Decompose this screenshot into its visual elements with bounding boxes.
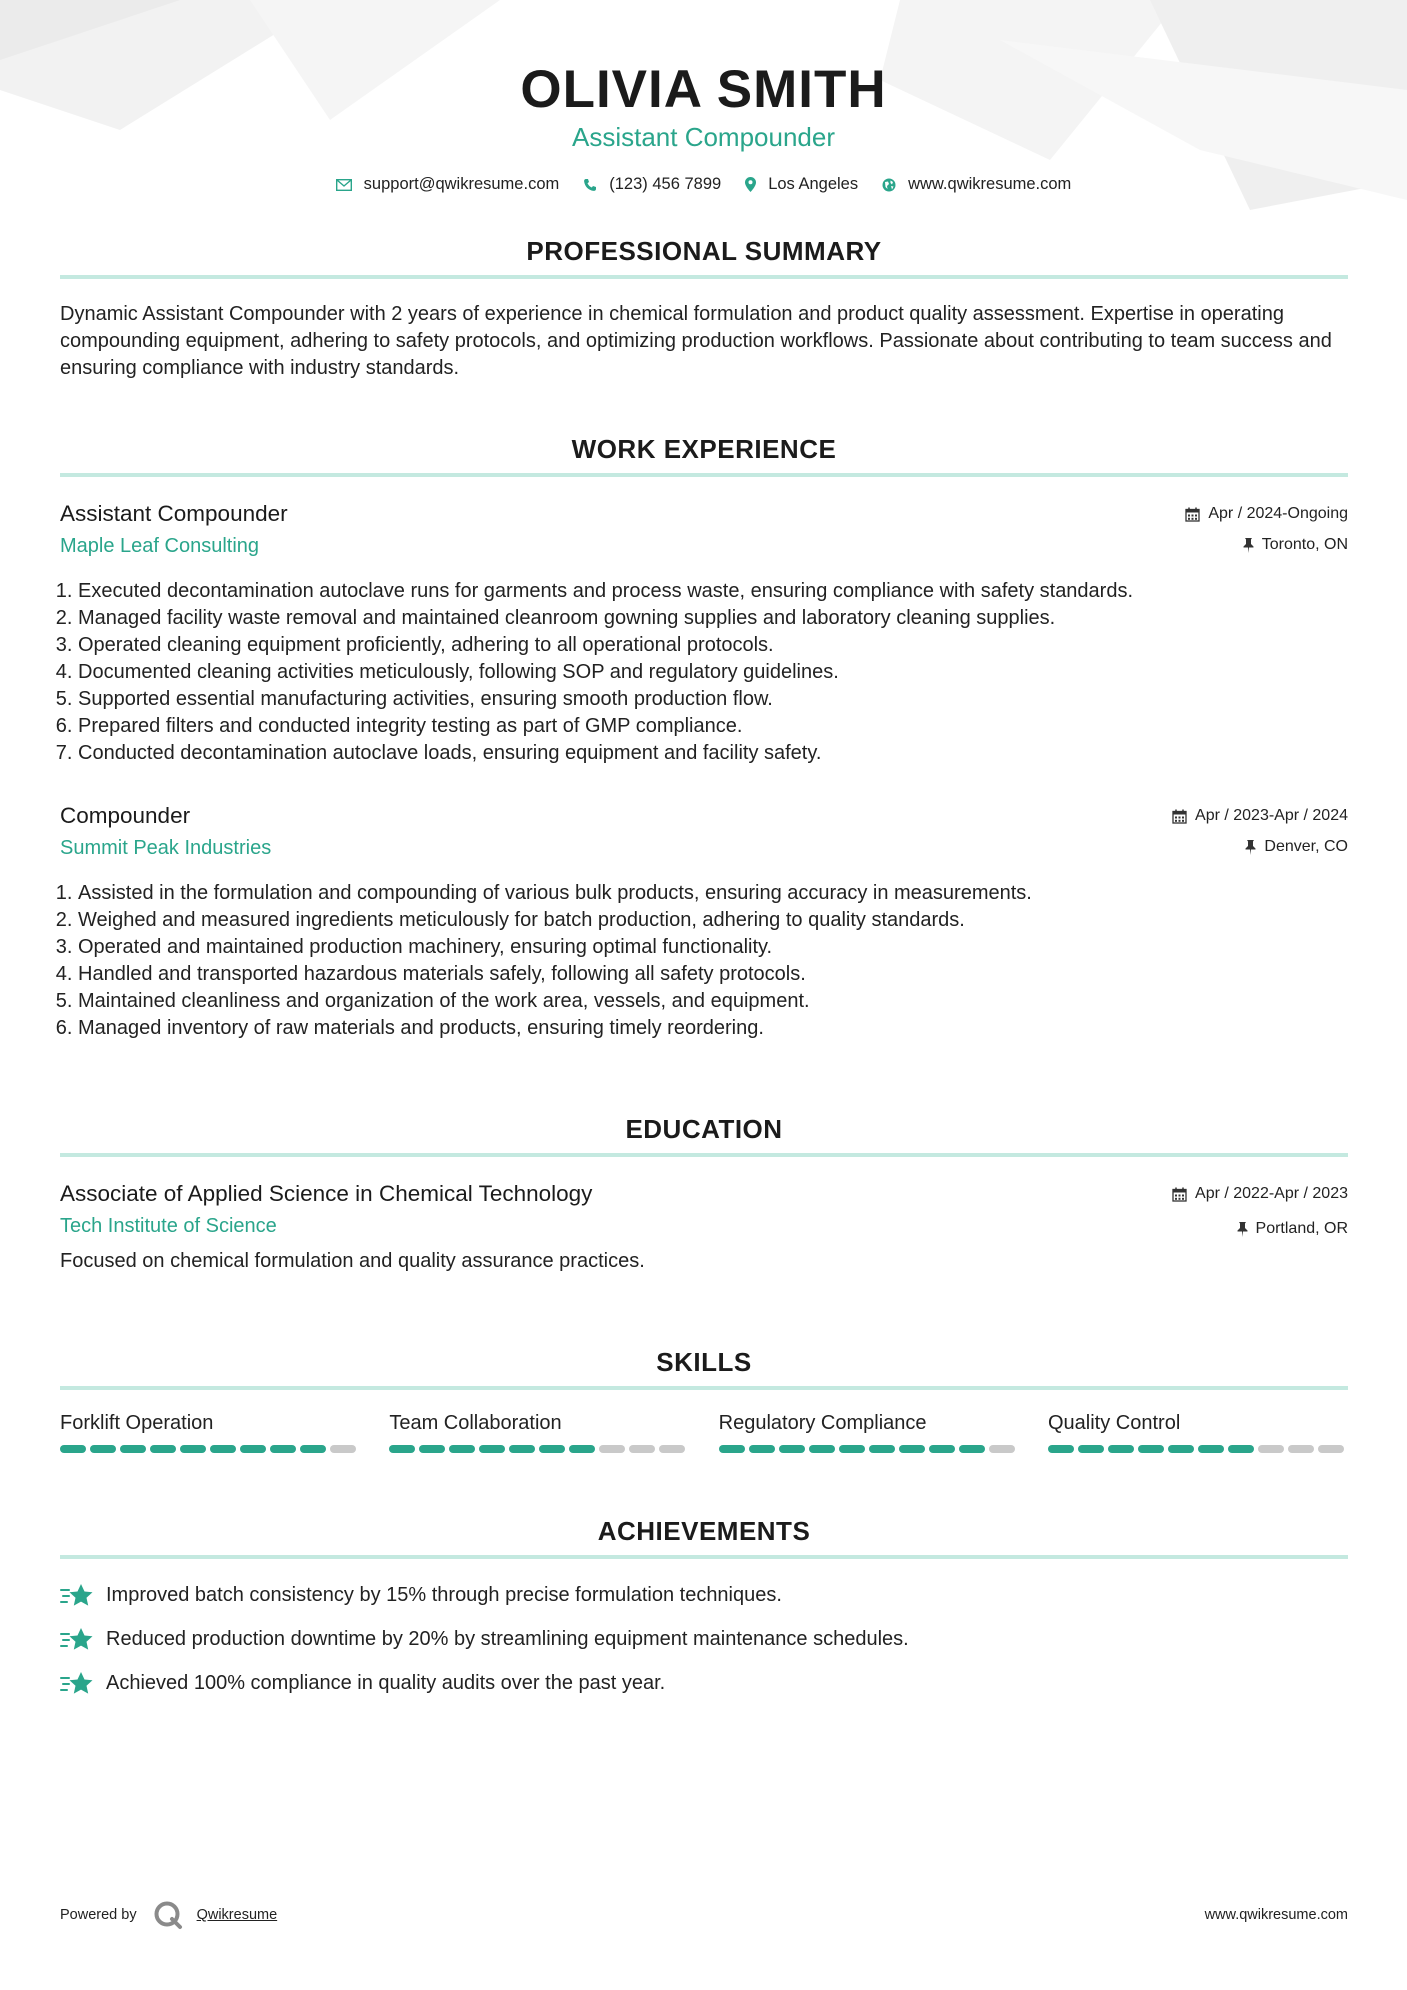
skill-name: Forklift Operation <box>60 1412 214 1434</box>
star-icon <box>60 1669 94 1697</box>
list-item: 1. Assisted in the formulation and compounding of various bulk products, ensuring accuracy in measurements. <box>78 880 1348 907</box>
skill-item <box>389 1412 689 1453</box>
calendar-icon <box>1172 809 1187 824</box>
summary-section <box>60 235 1348 382</box>
globe-icon <box>882 178 896 192</box>
list-item <box>60 1573 1348 1617</box>
star-icon <box>60 1625 94 1653</box>
skill-level-segment <box>809 1445 835 1453</box>
skill-level-segment <box>1108 1445 1134 1453</box>
experience-heading: WORK EXPERIENCE <box>60 433 1348 477</box>
job-dates: Apr / 2023-Apr / 2024 <box>1195 807 1348 824</box>
job-location: Denver, CO <box>1264 838 1348 855</box>
skill-level-segment <box>1318 1445 1344 1453</box>
achievement-text: Achieved 100% compliance in quality audits over the past year. <box>106 1671 666 1694</box>
list-item: 1. Executed decontamination autoclave runs for garments and process waste, ensuring compliance with safety standards. <box>78 578 1348 605</box>
skill-level-segment <box>569 1445 595 1453</box>
skill-level-segment <box>300 1445 326 1453</box>
skill-level-segment <box>1258 1445 1284 1453</box>
skill-level-segment <box>719 1445 745 1453</box>
skill-level-segment <box>1198 1445 1224 1453</box>
email-text: support@qwikresume.com <box>363 175 560 193</box>
skill-level-segment <box>90 1445 116 1453</box>
footer-branding <box>60 1900 277 1930</box>
skill-level-segment <box>389 1445 415 1453</box>
job-entry <box>60 501 1348 767</box>
achievements-list <box>60 1573 1348 1705</box>
list-item: 2. Managed facility waste removal and maintained cleanroom gowning supplies and laboratory cleaning supplies. <box>78 605 1348 632</box>
list-item: 7. Conducted decontamination autoclave loads, ensuring equipment and facility safety. <box>78 740 1348 767</box>
powered-by-label: Powered by <box>60 1907 137 1923</box>
skill-level-segment <box>839 1445 865 1453</box>
list-item: 6. Managed inventory of raw materials and products, ensuring timely reordering. <box>78 1015 1348 1042</box>
education-heading: EDUCATION <box>60 1113 1348 1157</box>
list-item <box>60 1661 1348 1705</box>
phone-text: (123) 456 7899 <box>609 175 722 193</box>
education-section <box>60 1113 1348 1275</box>
footer-website[interactable]: www.qwikresume.com <box>1204 1907 1348 1923</box>
pushpin-icon <box>1243 538 1254 553</box>
education-description: Focused on chemical formulation and quality assurance practices. <box>60 1250 645 1272</box>
achievements-heading: ACHIEVEMENTS <box>60 1515 1348 1559</box>
skill-level-segment <box>959 1445 985 1453</box>
job-bullets <box>60 880 1348 1042</box>
website-text: www.qwikresume.com <box>908 175 1072 193</box>
list-item: 2. Weighed and measured ingredients meticulously for batch production, adhering to quality standards. <box>78 907 1348 934</box>
pushpin-icon <box>1237 1222 1248 1237</box>
skills-heading: SKILLS <box>60 1346 1348 1390</box>
job-title: Assistant Compounder <box>60 501 288 526</box>
summary-text: Dynamic Assistant Compounder with 2 years of experience in chemical formulation and product quality assessment. Expertise in operating compounding equipment, adhering to safety protocols, and optimizing production workflows. Passionate about contributing to team success and ensuring compliance with industry standards. <box>60 303 1332 379</box>
pushpin-icon <box>1245 840 1256 855</box>
candidate-name: OLIVIA SMITH <box>520 60 887 119</box>
skill-level-segment <box>749 1445 775 1453</box>
list-item: 4. Handled and transported hazardous materials safely, following all safety protocols. <box>78 961 1348 988</box>
education-entry <box>60 1181 1348 1275</box>
skill-item <box>60 1412 360 1453</box>
skill-level-segment <box>1138 1445 1164 1453</box>
job-entry <box>60 803 1348 1042</box>
skill-level-bar <box>1048 1445 1348 1453</box>
skills-section <box>60 1346 1348 1453</box>
skill-level-segment <box>1048 1445 1074 1453</box>
contact-website[interactable] <box>882 175 1071 194</box>
job-meta <box>1185 501 1348 554</box>
education-dates: Apr / 2022-Apr / 2023 <box>1195 1185 1348 1202</box>
envelope-icon <box>336 179 352 191</box>
list-item: 5. Maintained cleanliness and organization of the work area, vessels, and equipment. <box>78 988 1348 1015</box>
skill-level-segment <box>1288 1445 1314 1453</box>
candidate-title: Assistant Compounder <box>571 122 836 152</box>
job-bullets <box>60 578 1348 767</box>
list-item: 3. Operated cleaning equipment proficiently, adhering to all operational protocols. <box>78 632 1348 659</box>
skill-item <box>1048 1412 1348 1453</box>
skill-name: Team Collaboration <box>389 1412 562 1434</box>
education-meta <box>1172 1181 1348 1238</box>
phone-icon <box>583 178 597 192</box>
footer <box>60 1900 1348 1930</box>
brand-link[interactable]: Qwikresume <box>196 1907 278 1923</box>
achievements-section <box>60 1515 1348 1705</box>
achievement-text: Improved batch consistency by 15% through precise formulation techniques. <box>106 1583 782 1606</box>
skill-item <box>719 1412 1019 1453</box>
skill-name: Quality Control <box>1047 1412 1181 1434</box>
skill-name: Regulatory Compliance <box>718 1412 927 1434</box>
skills-list <box>60 1412 1348 1453</box>
resume-header <box>0 0 1407 194</box>
contact-email[interactable] <box>336 175 560 194</box>
list-item: 6. Prepared filters and conducted integrity testing as part of GMP compliance. <box>78 713 1348 740</box>
skill-level-segment <box>1078 1445 1104 1453</box>
map-pin-icon <box>745 177 756 192</box>
skill-level-bar <box>719 1445 1019 1453</box>
skill-level-segment <box>120 1445 146 1453</box>
list-item: 4. Documented cleaning activities meticulously, following SOP and regulatory guidelines. <box>78 659 1348 686</box>
education-location: Portland, OR <box>1255 1220 1348 1237</box>
qwikresume-logo-icon <box>153 1900 183 1930</box>
skill-level-segment <box>270 1445 296 1453</box>
list-item: 5. Supported essential manufacturing activities, ensuring smooth production flow. <box>78 686 1348 713</box>
skill-level-segment <box>1228 1445 1254 1453</box>
list-item: 3. Operated and maintained production machinery, ensuring optimal functionality. <box>78 934 1348 961</box>
list-item <box>60 1617 1348 1661</box>
skill-level-segment <box>419 1445 445 1453</box>
skill-level-segment <box>869 1445 895 1453</box>
contact-phone[interactable] <box>583 175 721 194</box>
experience-section <box>60 433 1348 1042</box>
job-company: Maple Leaf Consulting <box>60 535 260 557</box>
skill-level-segment <box>150 1445 176 1453</box>
skill-level-segment <box>659 1445 685 1453</box>
skill-level-bar <box>60 1445 360 1453</box>
calendar-icon <box>1172 1187 1187 1202</box>
contact-bar <box>0 175 1407 194</box>
job-location: Toronto, ON <box>1261 536 1348 553</box>
skill-level-segment <box>899 1445 925 1453</box>
skill-level-segment <box>479 1445 505 1453</box>
skill-level-segment <box>509 1445 535 1453</box>
achievement-text: Reduced production downtime by 20% by streamlining equipment maintenance schedules. <box>106 1627 909 1650</box>
skill-level-segment <box>330 1445 356 1453</box>
summary-heading: PROFESSIONAL SUMMARY <box>60 235 1348 279</box>
skill-level-segment <box>210 1445 236 1453</box>
skill-level-segment <box>60 1445 86 1453</box>
skill-level-segment <box>180 1445 206 1453</box>
calendar-icon <box>1185 507 1200 522</box>
skill-level-segment <box>779 1445 805 1453</box>
school-name: Tech Institute of Science <box>60 1215 277 1237</box>
skill-level-segment <box>1168 1445 1194 1453</box>
job-title: Compounder <box>60 803 191 828</box>
skill-level-segment <box>629 1445 655 1453</box>
job-dates: Apr / 2024-Ongoing <box>1208 505 1348 522</box>
degree-title: Associate of Applied Science in Chemical Technology <box>60 1181 593 1206</box>
skill-level-segment <box>240 1445 266 1453</box>
skill-level-segment <box>599 1445 625 1453</box>
job-meta <box>1172 803 1348 856</box>
star-icon <box>60 1581 94 1609</box>
job-company: Summit Peak Industries <box>60 837 272 859</box>
contact-location <box>745 175 858 194</box>
skill-level-segment <box>929 1445 955 1453</box>
skill-level-segment <box>539 1445 565 1453</box>
skill-level-segment <box>449 1445 475 1453</box>
skill-level-bar <box>389 1445 689 1453</box>
skill-level-segment <box>989 1445 1015 1453</box>
location-text: Los Angeles <box>768 175 859 193</box>
